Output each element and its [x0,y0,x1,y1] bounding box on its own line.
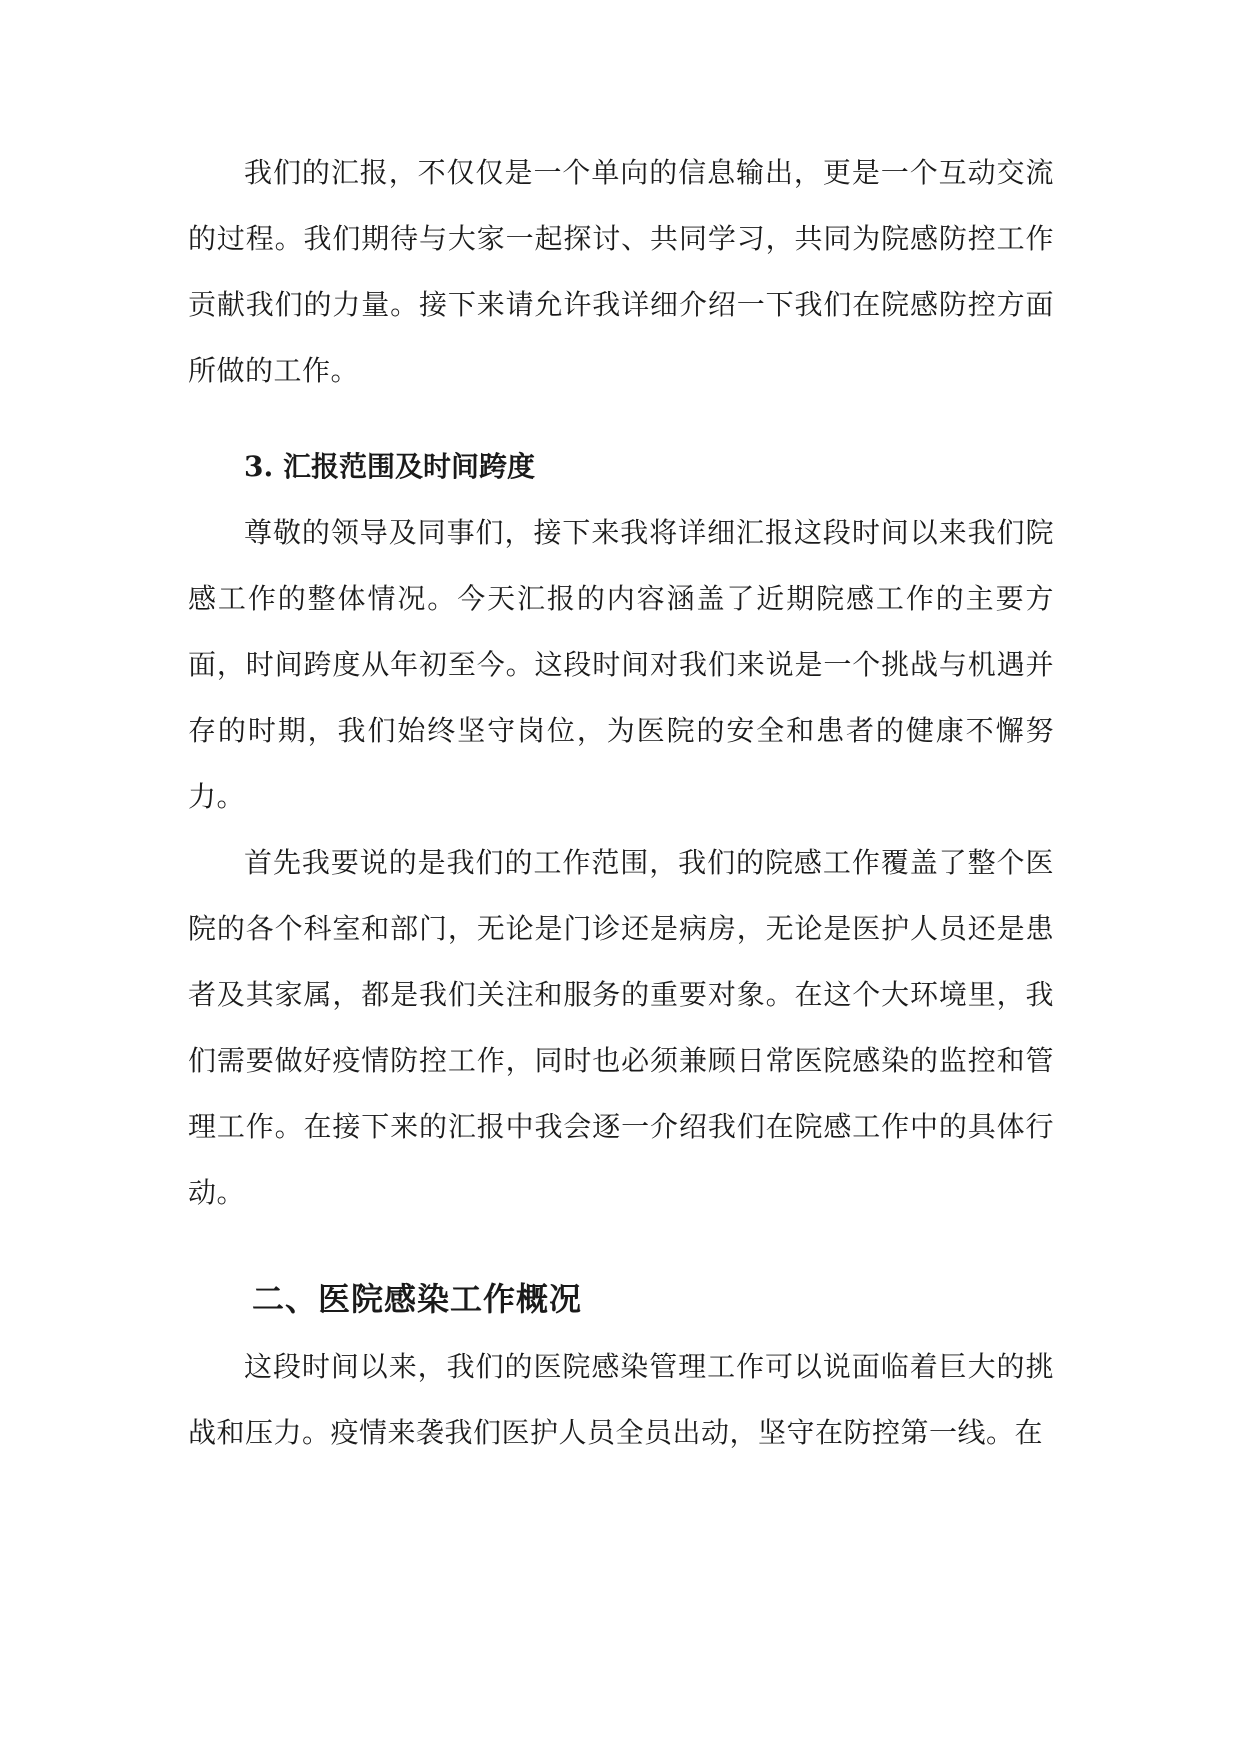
spacer [188,1226,1054,1264]
section-heading: 二、医院感染工作概况 [252,1280,583,1318]
subsection-heading [188,434,1054,500]
paragraph-intro: 我们的汇报，不仅仅是一个单向的信息输出，更是一个互动交流的过程。我们期待与大家一起探讨、共同学习，共同为院感防控工作贡献我们的力量。接下来请允许我详细介绍一下我们在院感防控方面所做的工作。 [188,156,1054,387]
paragraph-scope-2: 首先我要说的是我们的工作范围，我们的院感工作覆盖了整个医院的各个科室和部门，无论是门诊还是病房，无论是医护人员还是患者及其家属，都是我们关注和服务的重要对象。在这个大环境里，我们需要做好疫情防控工作，同时也必须兼顾日常医院感染的监控和管理工作。在接下来的汇报中我会逐一介绍我们在院感工作中的具体行动。 [188,846,1054,1209]
subsection-title: 汇报范围及时间跨度 [282,450,535,483]
subsection-number: 3. [244,450,274,483]
paragraph-scope-1: 尊敬的领导及同事们，接下来我将详细汇报这段时间以来我们院感工作的整体情况。今天汇报的内容涵盖了近期院感工作的主要方面，时间跨度从年初至今。这段时间对我们来说是一个挑战与机遇并存的时期，我们始终坚守岗位，为医院的安全和患者的健康不懈努力。 [188,516,1054,813]
spacer [188,404,1054,434]
paragraph-overview: 这段时间以来，我们的医院感染管理工作可以说面临着巨大的挑战和压力。疫情来袭我们医护人员全员出动，坚守在防控第一线。在 [188,1350,1054,1449]
document-body [188,140,1054,1466]
